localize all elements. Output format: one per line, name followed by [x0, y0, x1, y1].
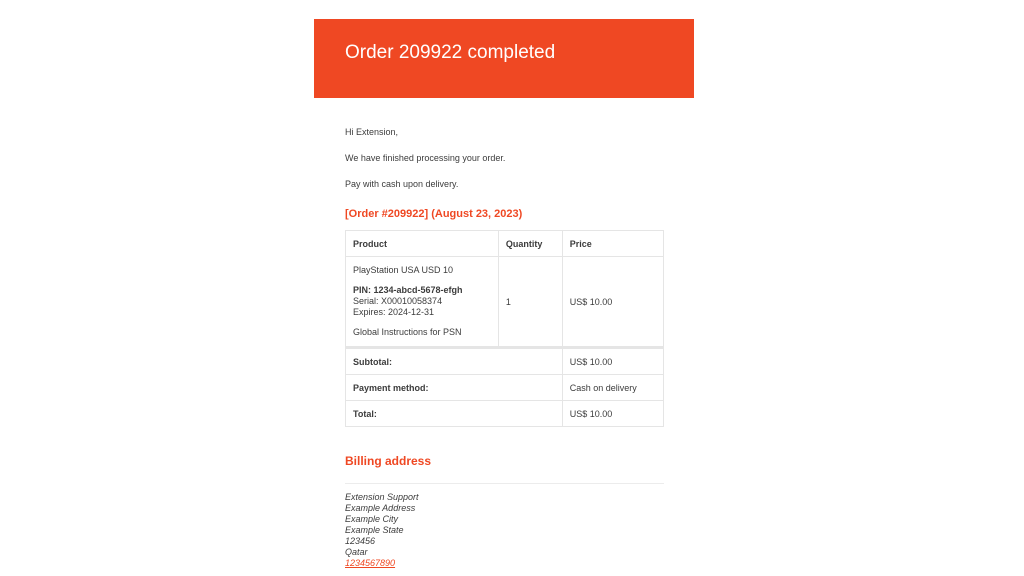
table-row [346, 257, 664, 348]
greeting: Hi Extension, [345, 127, 399, 137]
email-container [314, 19, 694, 569]
product-pin: PIN: 1234-abcd-5678-efgh [353, 285, 463, 295]
address-line: Example Address [345, 503, 416, 513]
product-serial: Serial: X00010058374 [353, 296, 443, 306]
phone-link[interactable]: 1234567890 [345, 558, 396, 568]
product-instructions: Global Instructions for PSN [353, 327, 462, 337]
address-line: Example State [345, 525, 404, 535]
order-table [345, 230, 664, 427]
payment-method-row [346, 375, 664, 401]
header-price: Price [562, 231, 663, 257]
address-line: Example City [345, 514, 399, 524]
address-line: 123456 [345, 536, 376, 546]
product-cell [346, 257, 499, 348]
product-expires: Expires: 2024-12-31 [353, 307, 435, 317]
total-value: US$ 10.00 [562, 401, 663, 427]
billing-heading: Billing address [345, 454, 432, 468]
payment-note: Pay with cash upon delivery. [345, 179, 459, 189]
order-heading[interactable]: [Order #209922] (August 23, 2023) [345, 208, 523, 220]
subtotal-label: Subtotal: [346, 348, 563, 375]
email-header [314, 19, 694, 98]
table-header-row [346, 231, 664, 257]
email-title: Order 209922 completed [345, 42, 556, 63]
subtotal-row [346, 348, 664, 375]
payment-method-value: Cash on delivery [562, 375, 663, 401]
product-name: PlayStation USA USD 10 [353, 265, 454, 275]
quantity-cell: 1 [498, 257, 562, 348]
address-line: Extension Support [345, 492, 419, 502]
total-row [346, 401, 664, 427]
total-label: Total: [346, 401, 563, 427]
email-body [314, 98, 694, 569]
header-quantity: Quantity [498, 231, 562, 257]
processing-message: We have finished processing your order. [345, 153, 506, 163]
billing-address [345, 492, 663, 569]
price-cell: US$ 10.00 [562, 257, 663, 348]
subtotal-value: US$ 10.00 [562, 348, 663, 375]
billing-divider [345, 483, 664, 484]
header-product: Product [346, 231, 499, 257]
payment-method-label: Payment method: [346, 375, 563, 401]
address-line: Qatar [345, 547, 368, 557]
